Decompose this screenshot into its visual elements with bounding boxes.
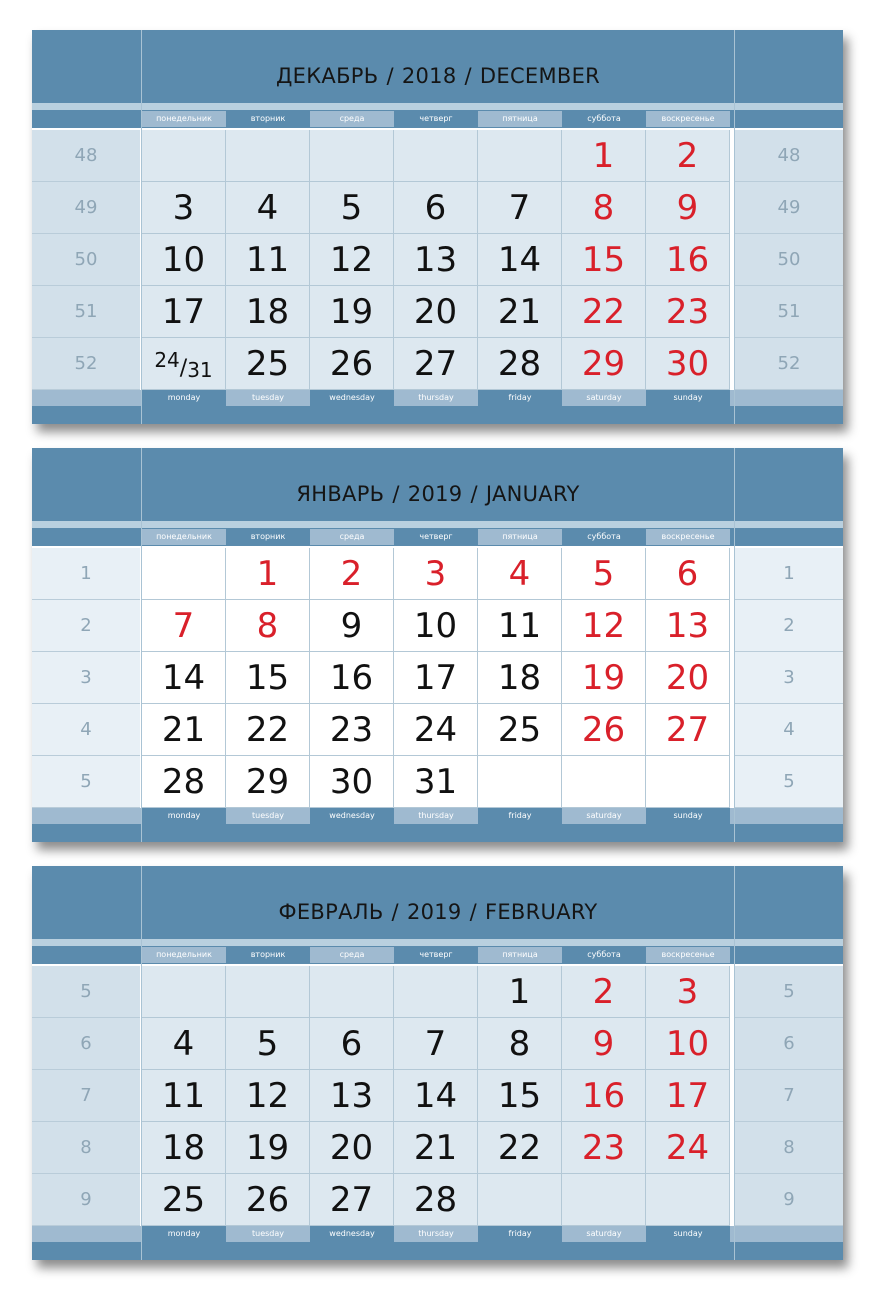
week-number: 5 xyxy=(32,756,140,808)
week-numbers-left xyxy=(32,966,140,1226)
day-cell: 27 xyxy=(310,1174,394,1226)
day-cell: 24 xyxy=(394,704,478,756)
day-cell: 13 xyxy=(394,234,478,286)
week-number: 8 xyxy=(32,1122,140,1174)
day-cell: 17 xyxy=(394,652,478,704)
day-cell: 8 xyxy=(226,600,310,652)
empty-day-cell xyxy=(142,548,226,600)
weekday-label-ru: вторник xyxy=(226,529,310,545)
weekday-label-en: saturday xyxy=(562,1226,646,1242)
weekday-label-ru: воскресенье xyxy=(646,529,730,545)
day-cell: 14 xyxy=(394,1070,478,1122)
week-number: 3 xyxy=(735,652,843,704)
day-cell: 16 xyxy=(646,234,730,286)
weekday-label-ru: пятница xyxy=(478,947,562,963)
weekday-label-en: friday xyxy=(478,1226,562,1242)
week-number: 48 xyxy=(735,130,843,182)
column-divider xyxy=(141,30,142,424)
week-number: 5 xyxy=(32,966,140,1018)
title-separator: / xyxy=(386,64,394,88)
week-number: 9 xyxy=(32,1174,140,1226)
week-number: 6 xyxy=(32,1018,140,1070)
weekday-label-ru: четверг xyxy=(394,111,478,127)
day-cell: 25 xyxy=(478,704,562,756)
weekday-label-ru: среда xyxy=(310,529,394,545)
day-cell: 15 xyxy=(562,234,646,286)
week-number: 6 xyxy=(735,1018,843,1070)
week-numbers-right xyxy=(735,966,843,1226)
day-cell: 26 xyxy=(562,704,646,756)
weekday-label-ru: четверг xyxy=(394,529,478,545)
day-cell: 17 xyxy=(142,286,226,338)
day-cell: 4 xyxy=(142,1018,226,1070)
day-cell: 22 xyxy=(226,704,310,756)
weekday-label-ru: суббота xyxy=(562,529,646,545)
title-separator: / xyxy=(470,482,478,506)
day-cell: $^{24}$/31 xyxy=(142,338,226,390)
day-cell: 18 xyxy=(478,652,562,704)
month-name-en: JANUARY xyxy=(485,482,580,506)
day-cell: 11 xyxy=(142,1070,226,1122)
week-number: 50 xyxy=(32,234,140,286)
column-divider xyxy=(734,30,735,424)
day-cell: 19 xyxy=(310,286,394,338)
weekday-label-ru: пятница xyxy=(478,529,562,545)
footer-bottom-band xyxy=(32,824,843,842)
day-cell: 28 xyxy=(142,756,226,808)
day-cell: 4 xyxy=(478,548,562,600)
day-cell: 2 xyxy=(310,548,394,600)
week-number: 7 xyxy=(735,1070,843,1122)
weekday-label-en: sunday xyxy=(646,390,730,406)
month-title xyxy=(142,64,734,88)
header-stripe xyxy=(32,103,843,110)
week-numbers-left xyxy=(32,130,140,390)
empty-day-cell xyxy=(562,756,646,808)
day-cell: 11 xyxy=(478,600,562,652)
week-number: 51 xyxy=(32,286,140,338)
empty-day-cell xyxy=(226,130,310,182)
day-cell: 5 xyxy=(310,182,394,234)
month-name-ru: ДЕКАБРЬ xyxy=(275,64,379,88)
column-divider xyxy=(141,448,142,842)
empty-day-cell xyxy=(310,130,394,182)
week-number: 4 xyxy=(735,704,843,756)
day-cell: 20 xyxy=(394,286,478,338)
day-cell: 20 xyxy=(310,1122,394,1174)
week-number: 4 xyxy=(32,704,140,756)
empty-day-cell xyxy=(646,1174,730,1226)
empty-day-cell xyxy=(394,966,478,1018)
day-cell: 15 xyxy=(226,652,310,704)
day-cell: 7 xyxy=(142,600,226,652)
day-cell: 21 xyxy=(142,704,226,756)
day-cell: 25 xyxy=(142,1174,226,1226)
title-separator: / xyxy=(392,482,400,506)
day-cell: 10 xyxy=(142,234,226,286)
week-number: 8 xyxy=(735,1122,843,1174)
empty-day-cell xyxy=(142,966,226,1018)
month-block-3 xyxy=(32,866,843,1260)
day-cell: 12 xyxy=(226,1070,310,1122)
day-cell: 12 xyxy=(562,600,646,652)
day-cell: 19 xyxy=(226,1122,310,1174)
week-number: 3 xyxy=(32,652,140,704)
day-cell: 4 xyxy=(226,182,310,234)
weekday-label-ru: среда xyxy=(310,111,394,127)
day-cell: 18 xyxy=(142,1122,226,1174)
day-cell: 7 xyxy=(478,182,562,234)
day-cell: 13 xyxy=(310,1070,394,1122)
weekday-label-ru: воскресенье xyxy=(646,947,730,963)
day-cell: 9 xyxy=(310,600,394,652)
week-number: 50 xyxy=(735,234,843,286)
weekday-label-en: friday xyxy=(478,390,562,406)
day-cell: 5 xyxy=(226,1018,310,1070)
title-separator: / xyxy=(391,900,399,924)
week-number: 2 xyxy=(735,600,843,652)
day-cell: 31 xyxy=(394,756,478,808)
weekday-label-en: tuesday xyxy=(226,1226,310,1242)
month-name-en: FEBRUARY xyxy=(484,900,598,924)
weekday-label-en: thursday xyxy=(394,1226,478,1242)
weekday-label-ru: суббота xyxy=(562,947,646,963)
weekday-label-ru: понедельник xyxy=(142,111,226,127)
day-cell: 16 xyxy=(562,1070,646,1122)
week-numbers-right xyxy=(735,130,843,390)
weekday-label-en: tuesday xyxy=(226,808,310,824)
week-number: 5 xyxy=(735,756,843,808)
weekday-label-en: monday xyxy=(142,1226,226,1242)
empty-day-cell xyxy=(226,966,310,1018)
day-cell: 17 xyxy=(646,1070,730,1122)
header-stripe xyxy=(32,521,843,528)
day-cell: 9 xyxy=(562,1018,646,1070)
day-cell: 2 xyxy=(562,966,646,1018)
weekday-label-en: wednesday xyxy=(310,1226,394,1242)
day-cell: 27 xyxy=(394,338,478,390)
day-cell: 3 xyxy=(646,966,730,1018)
month-year: 2019 xyxy=(406,900,462,924)
empty-day-cell xyxy=(478,130,562,182)
month-year: 2019 xyxy=(407,482,463,506)
day-cell: 11 xyxy=(226,234,310,286)
day-cell: 30 xyxy=(310,756,394,808)
day-cell: 23 xyxy=(562,1122,646,1174)
week-number: 48 xyxy=(32,130,140,182)
month-name-ru: ФЕВРАЛЬ xyxy=(278,900,384,924)
day-cell: 28 xyxy=(478,338,562,390)
day-cell: 6 xyxy=(310,1018,394,1070)
weekday-label-en: thursday xyxy=(394,390,478,406)
day-cell: 9 xyxy=(646,182,730,234)
weekday-label-ru: понедельник xyxy=(142,529,226,545)
day-cell: 22 xyxy=(478,1122,562,1174)
day-cell: 1 xyxy=(562,130,646,182)
day-cell: 22 xyxy=(562,286,646,338)
footer-bottom-band xyxy=(32,1242,843,1260)
empty-day-cell xyxy=(394,130,478,182)
weekday-label-ru: вторник xyxy=(226,111,310,127)
day-cell: 21 xyxy=(478,286,562,338)
day-cell: 10 xyxy=(646,1018,730,1070)
weekday-label-ru: пятница xyxy=(478,111,562,127)
day-cell: 7 xyxy=(394,1018,478,1070)
day-cell: 16 xyxy=(310,652,394,704)
empty-day-cell xyxy=(310,966,394,1018)
month-title xyxy=(142,482,734,506)
title-separator: / xyxy=(469,900,477,924)
week-number: 1 xyxy=(32,548,140,600)
day-cell: 3 xyxy=(142,182,226,234)
day-cell: 14 xyxy=(478,234,562,286)
day-cell: 23 xyxy=(646,286,730,338)
week-numbers-left xyxy=(32,548,140,808)
day-cell: 27 xyxy=(646,704,730,756)
weekday-label-en: monday xyxy=(142,808,226,824)
weekday-label-en: saturday xyxy=(562,390,646,406)
day-cell: 1 xyxy=(226,548,310,600)
week-number: 49 xyxy=(735,182,843,234)
week-number: 52 xyxy=(32,338,140,390)
weekday-label-en: thursday xyxy=(394,808,478,824)
weekday-label-ru: понедельник xyxy=(142,947,226,963)
day-cell: 28 xyxy=(394,1174,478,1226)
day-cell: 21 xyxy=(394,1122,478,1174)
week-number: 9 xyxy=(735,1174,843,1226)
day-cell: 2 xyxy=(646,130,730,182)
month-block-1 xyxy=(32,30,843,424)
day-cell: 13 xyxy=(646,600,730,652)
day-cell: 25 xyxy=(226,338,310,390)
day-cell: 3 xyxy=(394,548,478,600)
day-cell: 30 xyxy=(646,338,730,390)
day-cell: 10 xyxy=(394,600,478,652)
month-block-2 xyxy=(32,448,843,842)
month-year: 2018 xyxy=(401,64,457,88)
day-cell: 24 xyxy=(646,1122,730,1174)
day-cell: 20 xyxy=(646,652,730,704)
day-cell: 12 xyxy=(310,234,394,286)
weekday-label-ru: воскресенье xyxy=(646,111,730,127)
week-number: 51 xyxy=(735,286,843,338)
empty-day-cell xyxy=(478,756,562,808)
week-number: 49 xyxy=(32,182,140,234)
week-number: 5 xyxy=(735,966,843,1018)
weekday-label-en: tuesday xyxy=(226,390,310,406)
week-number: 7 xyxy=(32,1070,140,1122)
header-stripe xyxy=(32,939,843,946)
month-name-ru: ЯНВАРЬ xyxy=(296,482,385,506)
month-name-en: DECEMBER xyxy=(479,64,601,88)
day-cell: 29 xyxy=(226,756,310,808)
day-cell: 26 xyxy=(226,1174,310,1226)
day-cell: 5 xyxy=(562,548,646,600)
column-divider xyxy=(141,866,142,1260)
weekday-label-ru: четверг xyxy=(394,947,478,963)
day-cell: 8 xyxy=(562,182,646,234)
title-separator: / xyxy=(464,64,472,88)
weekday-label-en: wednesday xyxy=(310,390,394,406)
day-cell: 18 xyxy=(226,286,310,338)
weekday-label-en: wednesday xyxy=(310,808,394,824)
empty-day-cell xyxy=(478,1174,562,1226)
weekday-label-en: sunday xyxy=(646,808,730,824)
weekday-label-en: monday xyxy=(142,390,226,406)
day-cell: 1 xyxy=(478,966,562,1018)
day-cell: 14 xyxy=(142,652,226,704)
empty-day-cell xyxy=(562,1174,646,1226)
week-number: 2 xyxy=(32,600,140,652)
weekday-label-en: friday xyxy=(478,808,562,824)
day-cell: 8 xyxy=(478,1018,562,1070)
week-numbers-right xyxy=(735,548,843,808)
empty-day-cell xyxy=(646,756,730,808)
weekday-label-en: saturday xyxy=(562,808,646,824)
weekday-label-ru: вторник xyxy=(226,947,310,963)
day-cell: 23 xyxy=(310,704,394,756)
weekday-label-ru: среда xyxy=(310,947,394,963)
day-cell: 29 xyxy=(562,338,646,390)
empty-day-cell xyxy=(142,130,226,182)
day-cell: 15 xyxy=(478,1070,562,1122)
column-divider xyxy=(734,866,735,1260)
weekday-label-en: sunday xyxy=(646,1226,730,1242)
month-title xyxy=(142,900,734,924)
day-cell: 26 xyxy=(310,338,394,390)
column-divider xyxy=(734,448,735,842)
week-number: 1 xyxy=(735,548,843,600)
weekday-label-ru: суббота xyxy=(562,111,646,127)
day-cell: 19 xyxy=(562,652,646,704)
week-number: 52 xyxy=(735,338,843,390)
day-cell: 6 xyxy=(394,182,478,234)
day-cell: 6 xyxy=(646,548,730,600)
footer-bottom-band xyxy=(32,406,843,424)
